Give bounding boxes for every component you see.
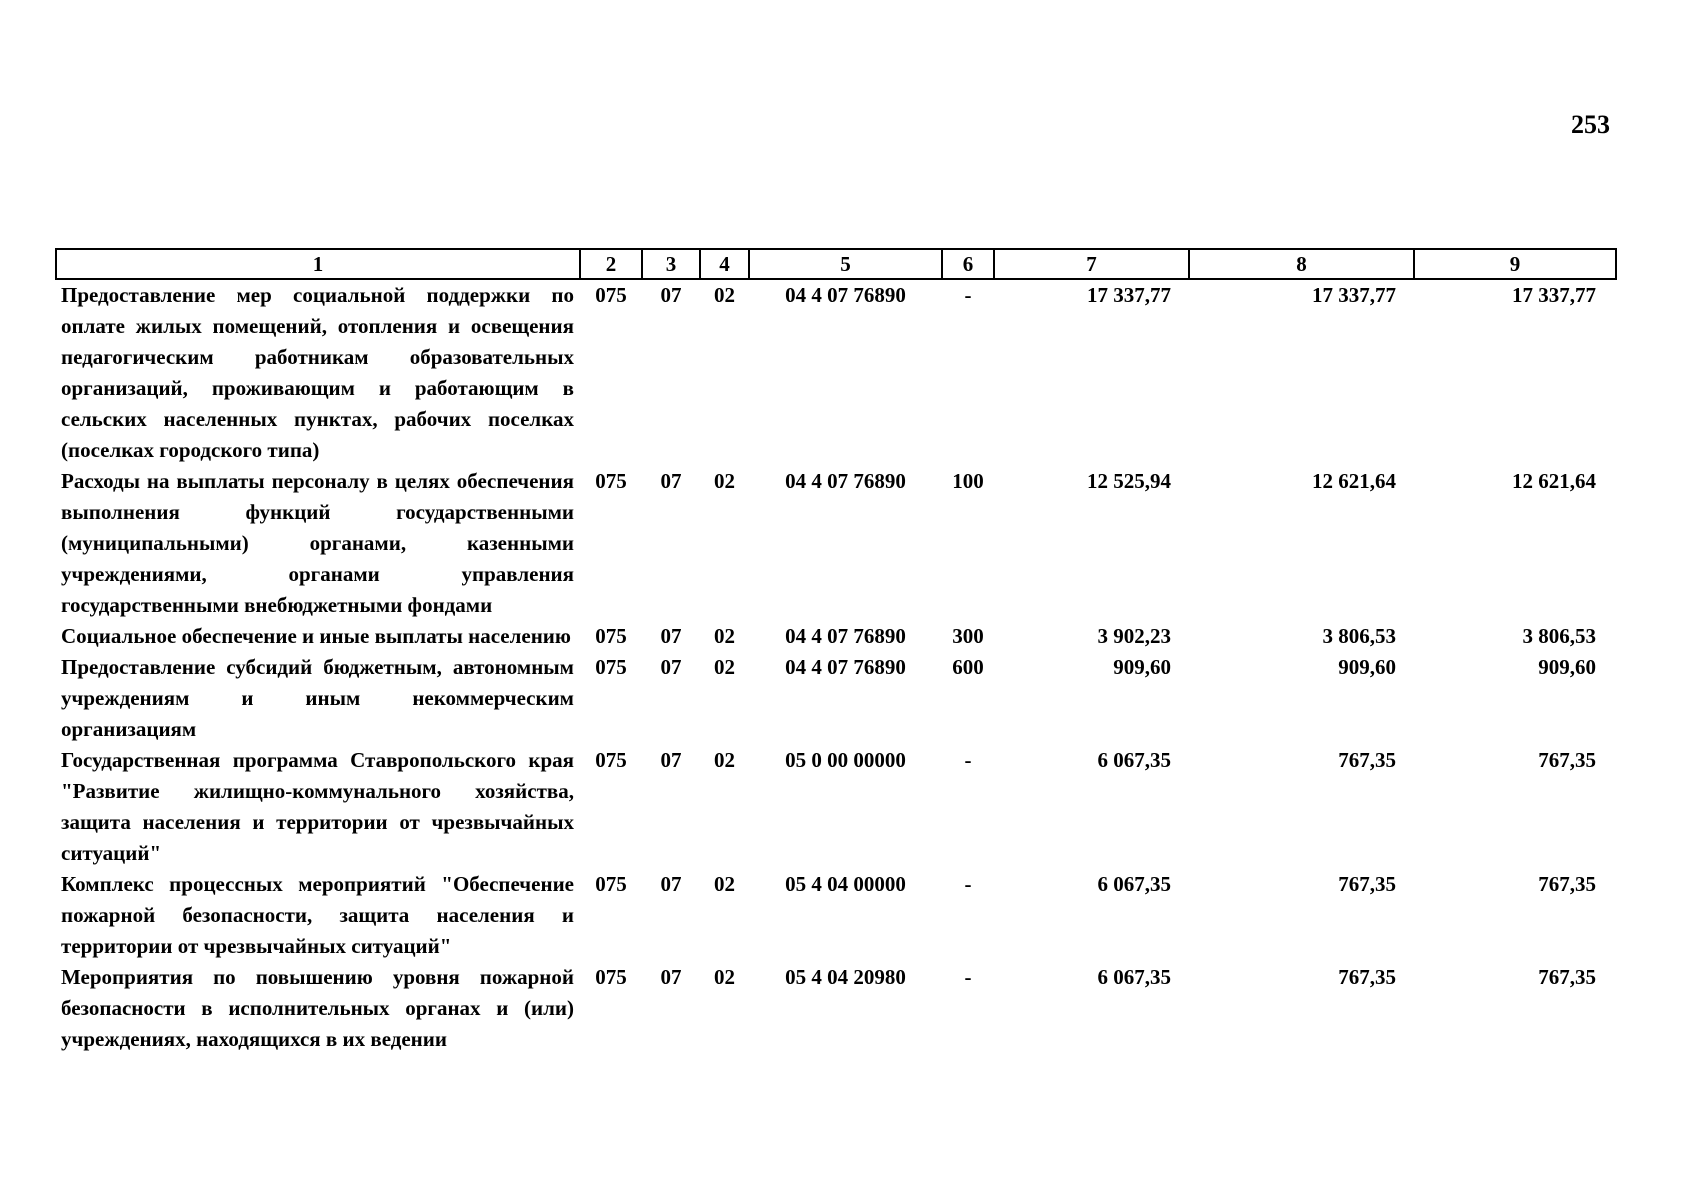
cell-c5: 04 4 07 76890 — [785, 469, 906, 493]
page-number: 253 — [1571, 110, 1610, 139]
cell-c8: 909,60 — [1338, 655, 1396, 679]
cell-c8: 767,35 — [1338, 748, 1396, 772]
row-name: Мероприятия по повышению уровня пожарной безопасности в исполнительных органах и (или) учреждениях, находящихся в их ведении — [61, 965, 574, 1051]
row-name: Расходы на выплаты персоналу в целях обеспечения выполнения функций государственными (муниципальными) органами, казенными учреждениями, органами управления государственными внебюджетными фондами — [61, 469, 574, 617]
row-name: Предоставление субсидий бюджетным, автономным учреждениям и иным некоммерческим организациям — [61, 655, 574, 741]
table-row — [56, 745, 1616, 869]
table-header — [56, 249, 1616, 279]
row-name: Предоставление мер социальной поддержки по оплате жилых помещений, отопления и освещения педагогическим работникам образовательных организаций, проживающим и работающим в сельских населенных пунктах, рабочих поселках (поселках городского типа) — [61, 283, 574, 462]
table-row — [56, 652, 1616, 745]
cell-c6: 100 — [952, 469, 984, 493]
cell-c4: 02 — [714, 469, 735, 493]
cell-c2: 075 — [595, 624, 627, 648]
cell-c4: 02 — [714, 748, 735, 772]
cell-c7: 6 067,35 — [1097, 748, 1171, 772]
cell-c9: 909,60 — [1538, 655, 1596, 679]
cell-c2: 075 — [595, 655, 627, 679]
cell-c9: 767,35 — [1538, 748, 1596, 772]
cell-c3: 07 — [660, 748, 682, 772]
cell-c3: 07 — [660, 283, 682, 307]
cell-c5: 05 4 04 20980 — [785, 965, 906, 989]
row-name: Социальное обеспечение и иные выплаты населению — [61, 624, 571, 648]
column-header: 5 — [749, 249, 942, 279]
table-row — [56, 621, 1616, 652]
table-row — [56, 962, 1616, 1055]
cell-c9: 3 806,53 — [1522, 624, 1596, 648]
cell-c2: 075 — [595, 283, 627, 307]
cell-c5: 05 0 00 00000 — [785, 748, 906, 772]
cell-c4: 02 — [714, 655, 735, 679]
cell-c3: 07 — [660, 965, 682, 989]
table-body — [56, 279, 1616, 1055]
cell-c9: 12 621,64 — [1512, 469, 1596, 493]
cell-c6: - — [964, 283, 972, 307]
cell-c4: 02 — [714, 624, 735, 648]
cell-c9: 17 337,77 — [1512, 283, 1596, 307]
cell-c8: 767,35 — [1338, 872, 1396, 896]
cell-c3: 07 — [660, 624, 682, 648]
column-header: 6 — [942, 249, 994, 279]
cell-c3: 07 — [660, 469, 682, 493]
cell-c5: 04 4 07 76890 — [785, 624, 906, 648]
cell-c3: 07 — [660, 872, 682, 896]
cell-c7: 909,60 — [1113, 655, 1171, 679]
column-header: 9 — [1414, 249, 1616, 279]
cell-c4: 02 — [714, 965, 735, 989]
cell-c9: 767,35 — [1538, 965, 1596, 989]
cell-c5: 04 4 07 76890 — [785, 655, 906, 679]
cell-c2: 075 — [595, 872, 627, 896]
cell-c7: 3 902,23 — [1097, 624, 1171, 648]
table-row — [56, 869, 1616, 962]
cell-c7: 6 067,35 — [1097, 872, 1171, 896]
cell-c9: 767,35 — [1538, 872, 1596, 896]
cell-c8: 17 337,77 — [1312, 283, 1396, 307]
budget-table — [55, 248, 1617, 1055]
cell-c2: 075 — [595, 748, 627, 772]
cell-c8: 3 806,53 — [1322, 624, 1396, 648]
cell-c6: - — [964, 872, 972, 896]
cell-c3: 07 — [660, 655, 682, 679]
cell-c7: 17 337,77 — [1087, 283, 1171, 307]
table-row — [56, 279, 1616, 466]
cell-c2: 075 — [595, 469, 627, 493]
cell-c6: 600 — [952, 655, 984, 679]
cell-c6: - — [964, 965, 972, 989]
header-row — [56, 249, 1616, 279]
column-header: 8 — [1189, 249, 1414, 279]
row-name: Комплекс процессных мероприятий "Обеспечение пожарной безопасности, защита населения и территории от чрезвычайных ситуаций" — [61, 872, 574, 958]
cell-c8: 767,35 — [1338, 965, 1396, 989]
column-header: 1 — [56, 249, 580, 279]
column-header: 7 — [994, 249, 1189, 279]
cell-c7: 12 525,94 — [1087, 469, 1171, 493]
cell-c8: 12 621,64 — [1312, 469, 1396, 493]
cell-c6: - — [964, 748, 972, 772]
cell-c6: 300 — [952, 624, 984, 648]
cell-c4: 02 — [714, 872, 735, 896]
table-row — [56, 466, 1616, 621]
cell-c4: 02 — [714, 283, 735, 307]
cell-c5: 05 4 04 00000 — [785, 872, 906, 896]
cell-c7: 6 067,35 — [1097, 965, 1171, 989]
column-header: 2 — [580, 249, 642, 279]
column-header: 4 — [700, 249, 749, 279]
row-name: Государственная программа Ставропольского края "Развитие жилищно-коммунального хозяйства, защита населения и территории от чрезвычайных ситуаций" — [61, 748, 574, 865]
cell-c5: 04 4 07 76890 — [785, 283, 906, 307]
column-header: 3 — [642, 249, 700, 279]
cell-c2: 075 — [595, 965, 627, 989]
